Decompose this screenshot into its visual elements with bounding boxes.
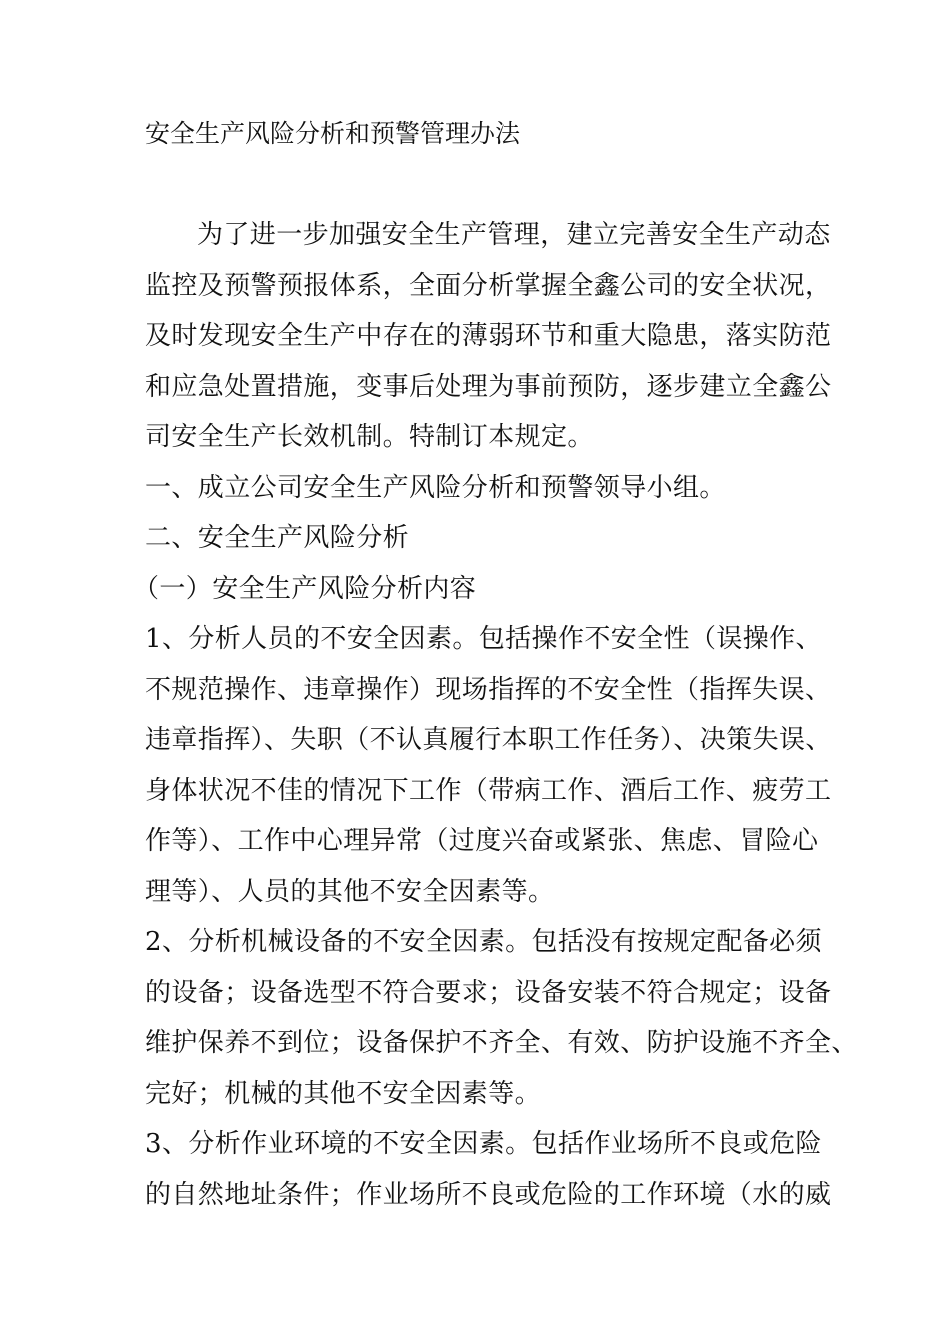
paragraph-line: 维护保养不到位；设备保护不齐全、有效、防护设施不齐全、 [145,1028,858,1058]
subsection-heading: （一）安全生产风险分析内容 [133,573,477,604]
paragraph-line: 的自然地址条件；作业场所不良或危险的工作环境（水的威 [145,1179,832,1210]
document-title: 安全生产风险分析和预警管理办法 [145,119,521,148]
paragraph-line: 司安全生产长效机制。特制订本规定。 [145,422,594,452]
section-heading: 一、成立公司安全生产风险分析和预警领导小组。 [145,472,726,503]
paragraph-line: 3、分析作业环境的不安全因素。包括作业场所不良或危险 [145,1129,822,1159]
paragraph-line: 的设备；设备选型不符合要求；设备安装不符合规定；设备 [145,977,832,1008]
paragraph-line: 完好；机械的其他不安全因素等。 [145,1078,542,1109]
paragraph-line: 及时发现安全生产中存在的薄弱环节和重大隐患，落实防范 [145,321,832,351]
paragraph-line: 违章指挥）、失职（不认真履行本职工作任务）、决策失误、 [145,725,832,755]
section-heading: 二、安全生产风险分析 [145,523,410,553]
paragraph-line: 理等）、人员的其他不安全因素等。 [145,876,555,907]
paragraph-line: 身体状况不佳的情况下工作（带病工作、酒后工作、疲劳工 [145,775,832,806]
document-body [133,210,858,1220]
paragraph-line: 为了进一步加强安全生产管理，建立完善安全生产动态 [197,220,831,250]
paragraph-line: 监控及预警预报体系，全面分析掌握全鑫公司的安全状况， [145,270,832,301]
paragraph-line: 2、分析机械设备的不安全因素。包括没有按规定配备必须 [145,927,822,957]
paragraph-line: 1、分析人员的不安全因素。包括操作不安全性（误操作、 [145,624,822,654]
paragraph-line: 和应急处置措施，变事后处理为事前预防，逐步建立全鑫公 [145,371,832,402]
paragraph-line: 不规范操作、违章操作）现场指挥的不安全性（指挥失误、 [145,674,832,705]
paragraph-line: 作等）、工作中心理异常（过度兴奋或紧张、焦虑、冒险心 [145,826,819,856]
